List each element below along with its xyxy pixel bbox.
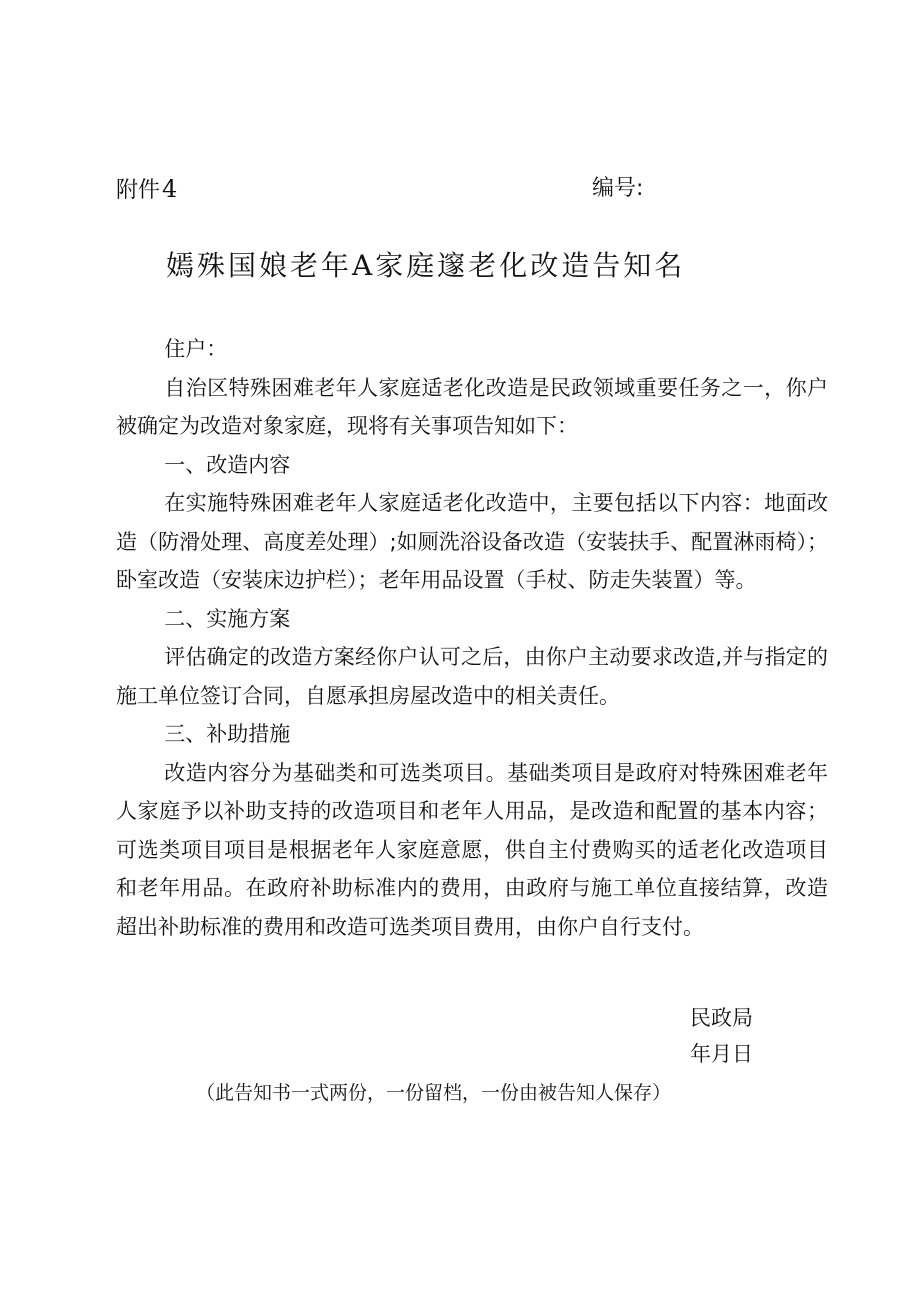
document-title: 嫣殊国娘老年A家庭邃老化改造告知名 — [166, 249, 686, 282]
document-body — [116, 330, 828, 946]
signature-office: 民政局 — [690, 1006, 753, 1030]
signature-date: 年月日 — [690, 1042, 753, 1066]
signature-block — [690, 1000, 753, 1072]
salutation: 住户： — [164, 337, 228, 361]
serial-number-label: 编号: — [592, 176, 644, 201]
section-1-heading: 一、改造内容 — [164, 452, 291, 477]
section-3-heading: 三、补助措施 — [164, 722, 291, 746]
section-2-heading: 二、实施方案 — [164, 606, 291, 631]
section-2-paragraph: 评估确定的改造方案经你户认可之后，由你户主动要求改造,并与指定的施工单位签订合同，自愿承担房屋改造中的相关责任。 — [116, 645, 828, 708]
section-3-paragraph: 改造内容分为基础类和可选类项目。基础类项目是政府对特殊困难老年人家庭予以补助支持的改造项目和老年人用品，是改造和配置的基本内容；可选类项目项目是根据老年人家庭意愿，供自主付费购买的适老化改造项目和老年用品。在政府补助标准内的费用，由政府与施工单位直接结算，改造超出补助标准的费用和改造可选类项目费用，由你户自行支付。 — [116, 760, 828, 939]
attachment-number: 4 — [162, 175, 178, 203]
attachment-label — [116, 172, 177, 208]
footnote: （此告知书一式两份，一份留档，一份由被告知人保存） — [196, 1082, 672, 1104]
intro-paragraph: 自治区特殊困难老年人家庭适老化改造是民政领域重要任务之一，你户被确定为改造对象家庭，现将有关事项告知如下： — [116, 375, 828, 438]
attachment-text: 附件 — [116, 178, 161, 203]
section-1-paragraph: 在实施特殊困难老年人家庭适老化改造中，主要包括以下内容：地面改造（防滑处理、高度差处理）;如厕洗浴设备改造（安装扶手、配置淋雨椅）；卧室改造（安装床边护栏）；老年用品设置（手杖、防走失装置）等。 — [116, 491, 828, 592]
